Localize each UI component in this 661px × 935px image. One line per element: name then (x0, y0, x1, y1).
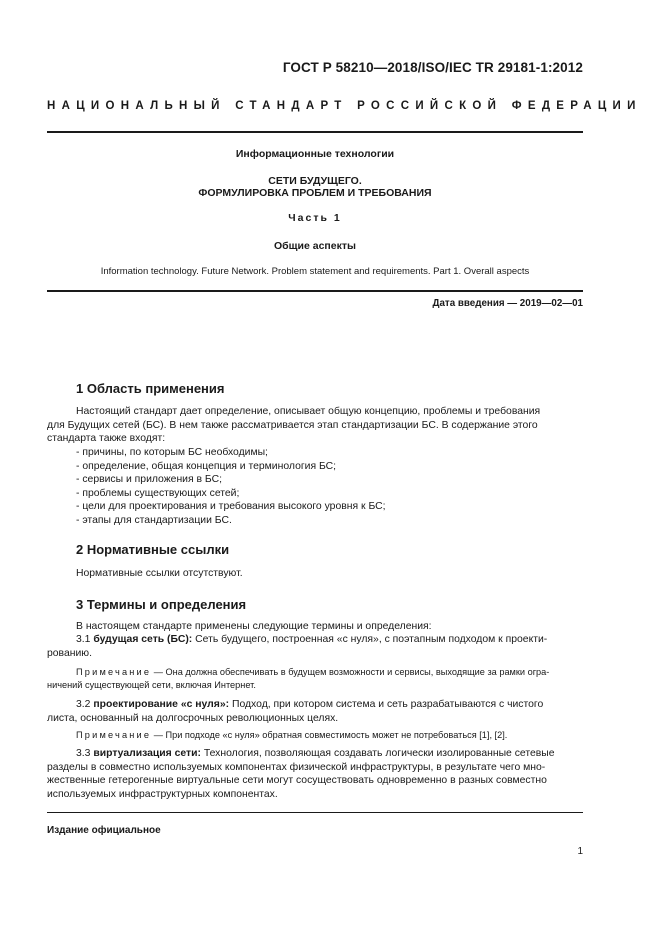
section-2-heading: 2 Нормативные ссылки (76, 542, 230, 557)
term-definition: Подход, при котором система и сеть разрабатываются с чистого (229, 699, 544, 710)
subject-title: Информационные технологии (235, 148, 395, 160)
note-label: Примечание (76, 730, 152, 740)
note-text: — При подходе «с нуля» обратная совместимость может не потребоваться [1], [2]. (151, 730, 508, 740)
official-edition-label: Издание официальное (47, 825, 161, 836)
term-name: виртуализация сети: (93, 748, 201, 759)
list-item: - определение, общая концепция и терминология БС; (76, 460, 337, 472)
section-1-line1: Настоящий стандарт дает определение, описывает общую концепцию, проблемы и требования (76, 406, 541, 417)
footer-rule (47, 812, 583, 813)
term-number: 3.2 (76, 699, 91, 710)
header-rule (47, 131, 583, 133)
term-number: 3.1 (76, 634, 91, 645)
note-text: — Она должна обеспечивать в будущем возможности и сервисы, выходящие за рамки огра- (151, 667, 550, 677)
section-1-line3: стандарта также входят: (47, 433, 166, 445)
national-standard-banner: НАЦИОНАЛЬНЫЙ СТАНДАРТ РОССИЙСКОЙ ФЕДЕРАЦИИ (47, 100, 642, 112)
english-title: Information technology. Future Network. Problem statement and requirements. Part 1. Overall aspects (100, 266, 530, 277)
introduction-date: Дата введения — 2019—02—01 (432, 298, 583, 309)
term-name: будущая сеть (БС): (93, 634, 193, 645)
list-item: - проблемы существующих сетей; (76, 487, 240, 499)
note-3-1 (47, 666, 583, 691)
list-item: - причины, по которым БС необходимы; (76, 447, 268, 458)
section-1-line2: для Будущих сетей (БС). В нем также рассматривается этап стандартизации БС. В содержание этого (47, 419, 538, 431)
main-title-line1: СЕТИ БУДУЩЕГО. (268, 175, 362, 187)
note-text-cont: ничений существующей сети, включая Интернет. (47, 679, 256, 690)
section-2-text: Нормативные ссылки отсутствуют. (76, 568, 243, 579)
term-name: проектирование «с нуля»: (93, 699, 230, 710)
term-definition-cont: используемых инфраструктурных компонентах. (47, 788, 278, 800)
term-definition: Технология, позволяющая создавать логически изолированные сетевые (200, 748, 555, 759)
note-label: Примечание (76, 667, 152, 677)
title-rule (47, 290, 583, 292)
section-3-heading: 3 Термины и определения (76, 597, 247, 612)
term-number: 3.3 (76, 748, 91, 759)
list-item: - цели для проектирования и требования высокого уровня к БС; (76, 501, 386, 513)
list-item: - этапы для стандартизации БС. (76, 514, 232, 526)
term-3-3 (47, 747, 583, 801)
term-definition: Сеть будущего, построенная «с нуля», с поэтапным подходом к проекти- (192, 634, 548, 645)
part-title: Общие аспекты (274, 240, 356, 252)
section-1-paragraph (47, 405, 583, 446)
scope-list (76, 446, 386, 528)
part-number: Часть 1 (288, 212, 342, 224)
section-1-heading: 1 Область применения (76, 381, 225, 396)
main-title-line2: ФОРМУЛИРОВКА ПРОБЛЕМ И ТРЕБОВАНИЯ (198, 187, 432, 199)
list-item: - сервисы и приложения в БС; (76, 474, 223, 486)
term-3-1 (47, 633, 583, 660)
term-definition-cont: рованию. (47, 647, 92, 659)
section-3-intro: В настоящем стандарте применены следующие термины и определения: (76, 621, 432, 632)
page-number: 1 (577, 846, 583, 857)
term-definition-cont: жественные гетерогенные виртуальные сети могут сосуществовать одновременно в разных совместно (47, 775, 547, 787)
note-3-2 (47, 729, 583, 742)
term-definition-cont: разделы в совместно используемых компонентах физической инфраструктуры, в результате чего мно- (47, 761, 546, 773)
standard-designation: ГОСТ Р 58210—2018/ISO/IEC TR 29181-1:2012 (282, 60, 583, 75)
term-definition-cont: листа, основанный на долгосрочных революционных целях. (47, 712, 339, 724)
term-3-2 (47, 698, 583, 725)
